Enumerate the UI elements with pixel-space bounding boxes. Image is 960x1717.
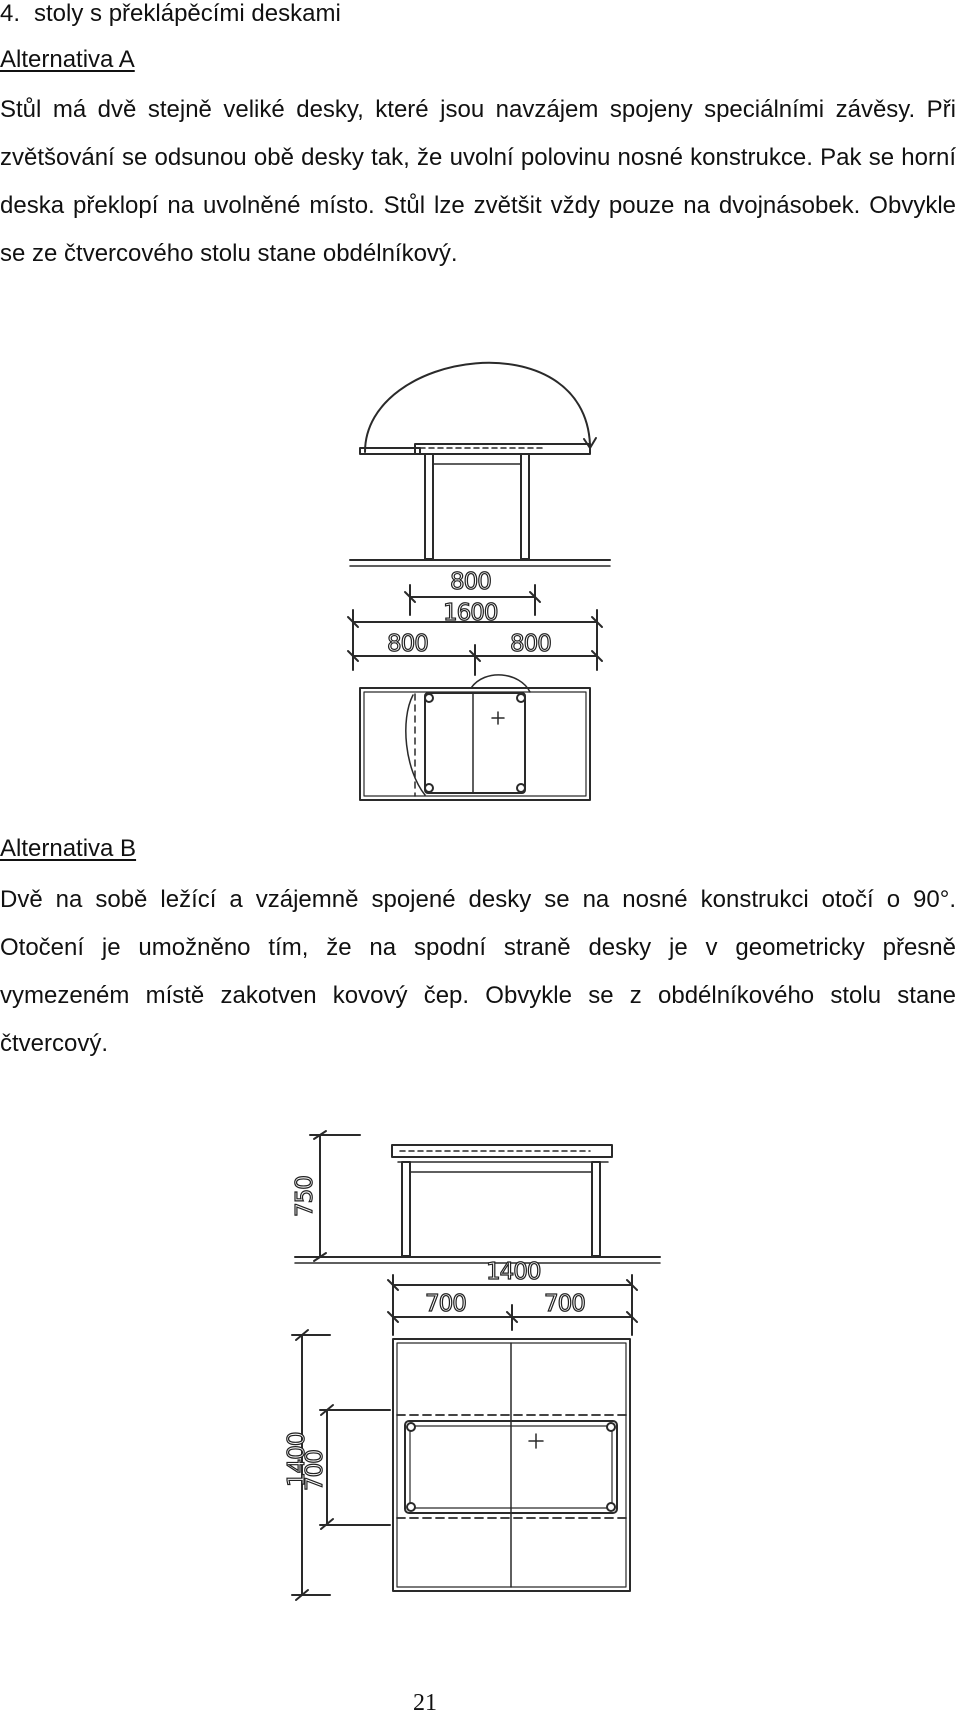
alternative-b-text: Dvě na sobě ležící a vzájemně spojené desky se na nosné konstrukci otočí o 90°. Otočení je umožněno tím, že na spodní straně desky je v geometricky přesně vymezeném místě zakotven kovový čep. Obvykle se z obdélníkového stolu stane čtvercový. (0, 886, 956, 1057)
figure-alternative-b-drawing (284, 1125, 670, 1625)
dim-label-width-left: 700 (425, 1291, 466, 1317)
dim-label-width-right: 700 (544, 1291, 585, 1317)
figure-alternative-b (284, 1125, 670, 1625)
alternative-a-text: Stůl má dvě stejně veliké desky, které jsou navzájem spojeny speciálními závěsy. Při zvětšování se odsunou obě desky tak, že uvolní polovinu nosné konstrukce. Pak se horní deska překlopí na uvolněné místo. Stůl lze zvětšit vždy pouze na dvojnásobek. Obvykle se ze čtvercového stolu stane obdélníkový. (0, 96, 956, 267)
dim-label-width-total: 1400 (486, 1259, 541, 1285)
page-number: 21 (413, 1690, 437, 1716)
section-title: stoly s překlápěcími deskami (34, 0, 341, 27)
section-heading (0, 0, 341, 28)
alternative-b-heading: Alternativa B (0, 835, 137, 862)
elevation-leg-right (592, 1162, 600, 1256)
table-top-right (415, 444, 590, 454)
dim-label-depth-total: 1400 (284, 1432, 310, 1487)
figure-alternative-a-drawing (345, 340, 615, 820)
dim-label-total: 1600 (443, 600, 498, 626)
flip-arc (365, 363, 590, 452)
table-leg-right (521, 454, 529, 559)
dim-label-left-half: 800 (387, 631, 428, 657)
dim-label-right-half: 800 (510, 631, 551, 657)
dim-label-height: 750 (292, 1176, 318, 1217)
figure-alternative-a (345, 340, 615, 820)
table-leg-left (425, 454, 433, 559)
plan-table-outer (360, 688, 590, 800)
dim-label-depth-inner: 700 (302, 1450, 328, 1491)
plan-frame (425, 693, 525, 793)
section-number: 4. (0, 0, 21, 27)
table-top-left (360, 448, 420, 454)
elevation-leg-left (402, 1162, 410, 1256)
alternative-a-heading: Alternativa A (0, 46, 135, 73)
dim-label-top: 800 (450, 569, 491, 595)
